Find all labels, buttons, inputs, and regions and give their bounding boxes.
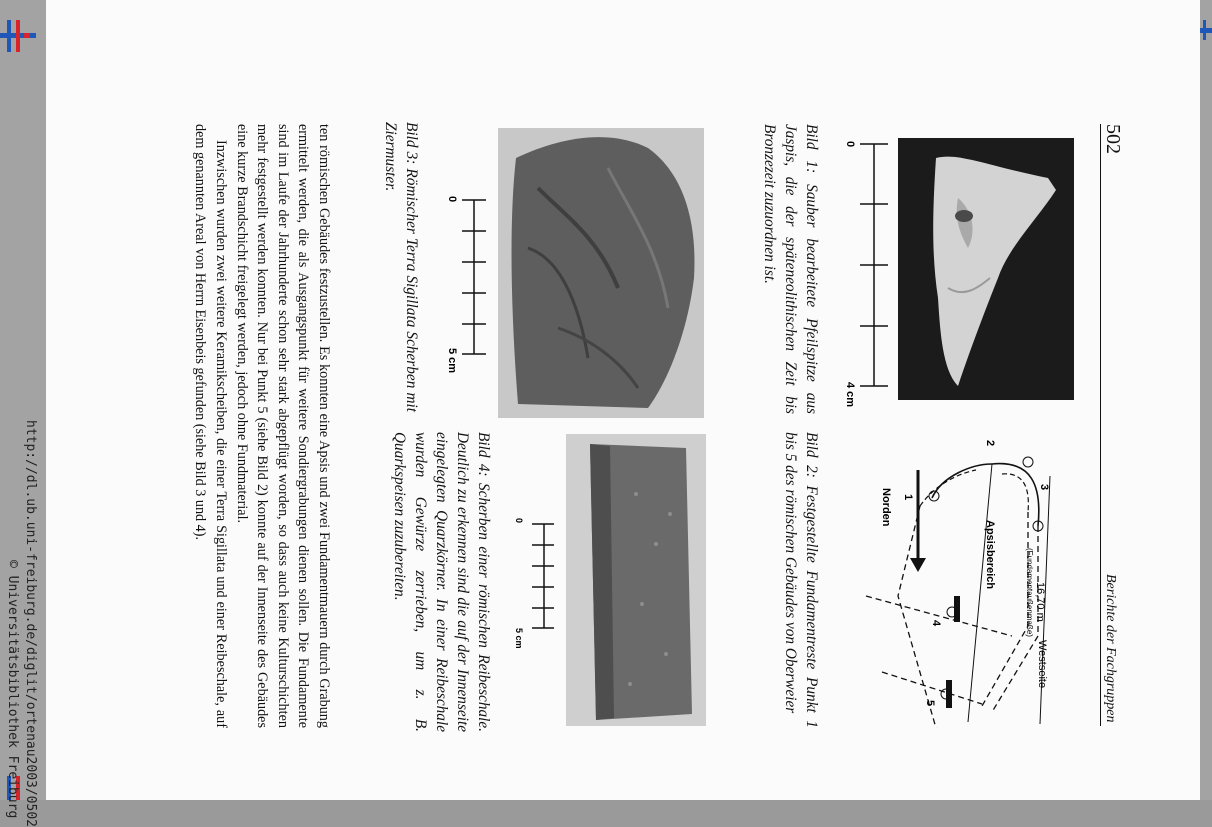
document-page <box>46 0 1200 800</box>
bild2-caption: Bild 2: Festgestellte Fundamentreste Punkt 1 bis 5 des römischen Gebäudes von Oberweier <box>782 432 820 728</box>
bild1-scale-bar <box>858 136 898 400</box>
page-number: 502 <box>1102 124 1124 154</box>
bild2-label-measure: 16,70 m <box>1034 582 1046 622</box>
registration-mark-icon <box>0 20 38 52</box>
bild4-caption: Bild 4: Scherben einer römischen Reibeschale. Deutlich zu erkennen sind die auf der Innenseite eingelegten Quarzkörner. In einer Reibeschale wurden Gewürze zerrieben, um z. B. Quarkspeisen zuzubereiten. <box>391 432 492 732</box>
bild2-point-3: 3 <box>1038 484 1050 491</box>
bild2-point-2: 2 <box>984 440 996 447</box>
bild3-scale-end: 5 cm <box>446 348 458 374</box>
body-paragraph-1: ten römischen Gebäudes festzustellen. Es konnten eine Apsis und zwei Fundamentmauern durch Grabung ermittelt werden, die als Ausgangspunkt für weitere Sondiergrabungen dienen sollen. Die Fundamente sind im Laufe der Jahrhunderte schon sehr stark abgepflügt worden, so dass auch keine Kulturschichten mehr festgestellt werden konnten. Nur bei Punkt 5 (siehe Bild 2) konnte auf der Innenseite des Gebäudes eine kurze Brandschicht freigelegt werden, jedoch ohne Fundmaterial. <box>233 124 332 728</box>
bild3-scale-start: 0 <box>446 196 458 203</box>
bild1-caption: Bild 1: Sauber bearbeitete Pfeilspitze aus Jaspis, die der späteneolithischen Zeit bis Bronzezeit zuzuordnen ist. <box>761 124 820 414</box>
right-scan-margin <box>1200 0 1212 800</box>
bild3-photo <box>498 128 704 418</box>
header-rule <box>1100 124 1101 726</box>
bild1-scale-end: 4 cm <box>844 382 856 408</box>
bild2-point-1: 1 <box>902 494 914 501</box>
bild4-scale-start: 0 <box>514 518 524 524</box>
bild2-label-apsis: Apsisbereich <box>984 520 996 590</box>
footer-library: © Universitätsbibliothek Freiburg <box>5 560 20 819</box>
bild2-point-5: 5 <box>924 700 936 707</box>
footer-url[interactable]: http://dl.ub.uni-freiburg.de/diglit/ortenau2003/0502 <box>23 420 38 827</box>
running-header: Berichte der Fachgruppen <box>1103 574 1118 723</box>
bild4-photo <box>566 434 706 726</box>
bild2-label-westseite: Westseite <box>1036 640 1048 689</box>
bild2-label-norden: Norden <box>880 488 892 527</box>
bild2-label-measure-note: (Fundamentaußenmaße) <box>1025 548 1034 637</box>
bild1-photo <box>898 138 1074 400</box>
bild2-point-4: 4 <box>930 620 942 627</box>
bild3-caption: Bild 3: Römischer Terra Sigillata Scherben mit Ziermuster. <box>382 122 420 412</box>
bild4-scale-end: 5 cm <box>514 628 524 649</box>
bild4-scale-bar <box>530 520 564 632</box>
bild1-scale-start: 0 <box>844 141 856 148</box>
body-text <box>190 124 334 728</box>
body-paragraph-2: Inzwischen wurden zwei weitere Keramikscheiben, die einer Terra Sigillata und einer Reibeschale, auf dem genannten Areal von Herrn Eisenbeis gefunden (siehe Bild 3 und 4). <box>192 124 230 728</box>
registration-mark-icon <box>1200 20 1212 40</box>
bild3-scale-bar <box>460 194 496 360</box>
